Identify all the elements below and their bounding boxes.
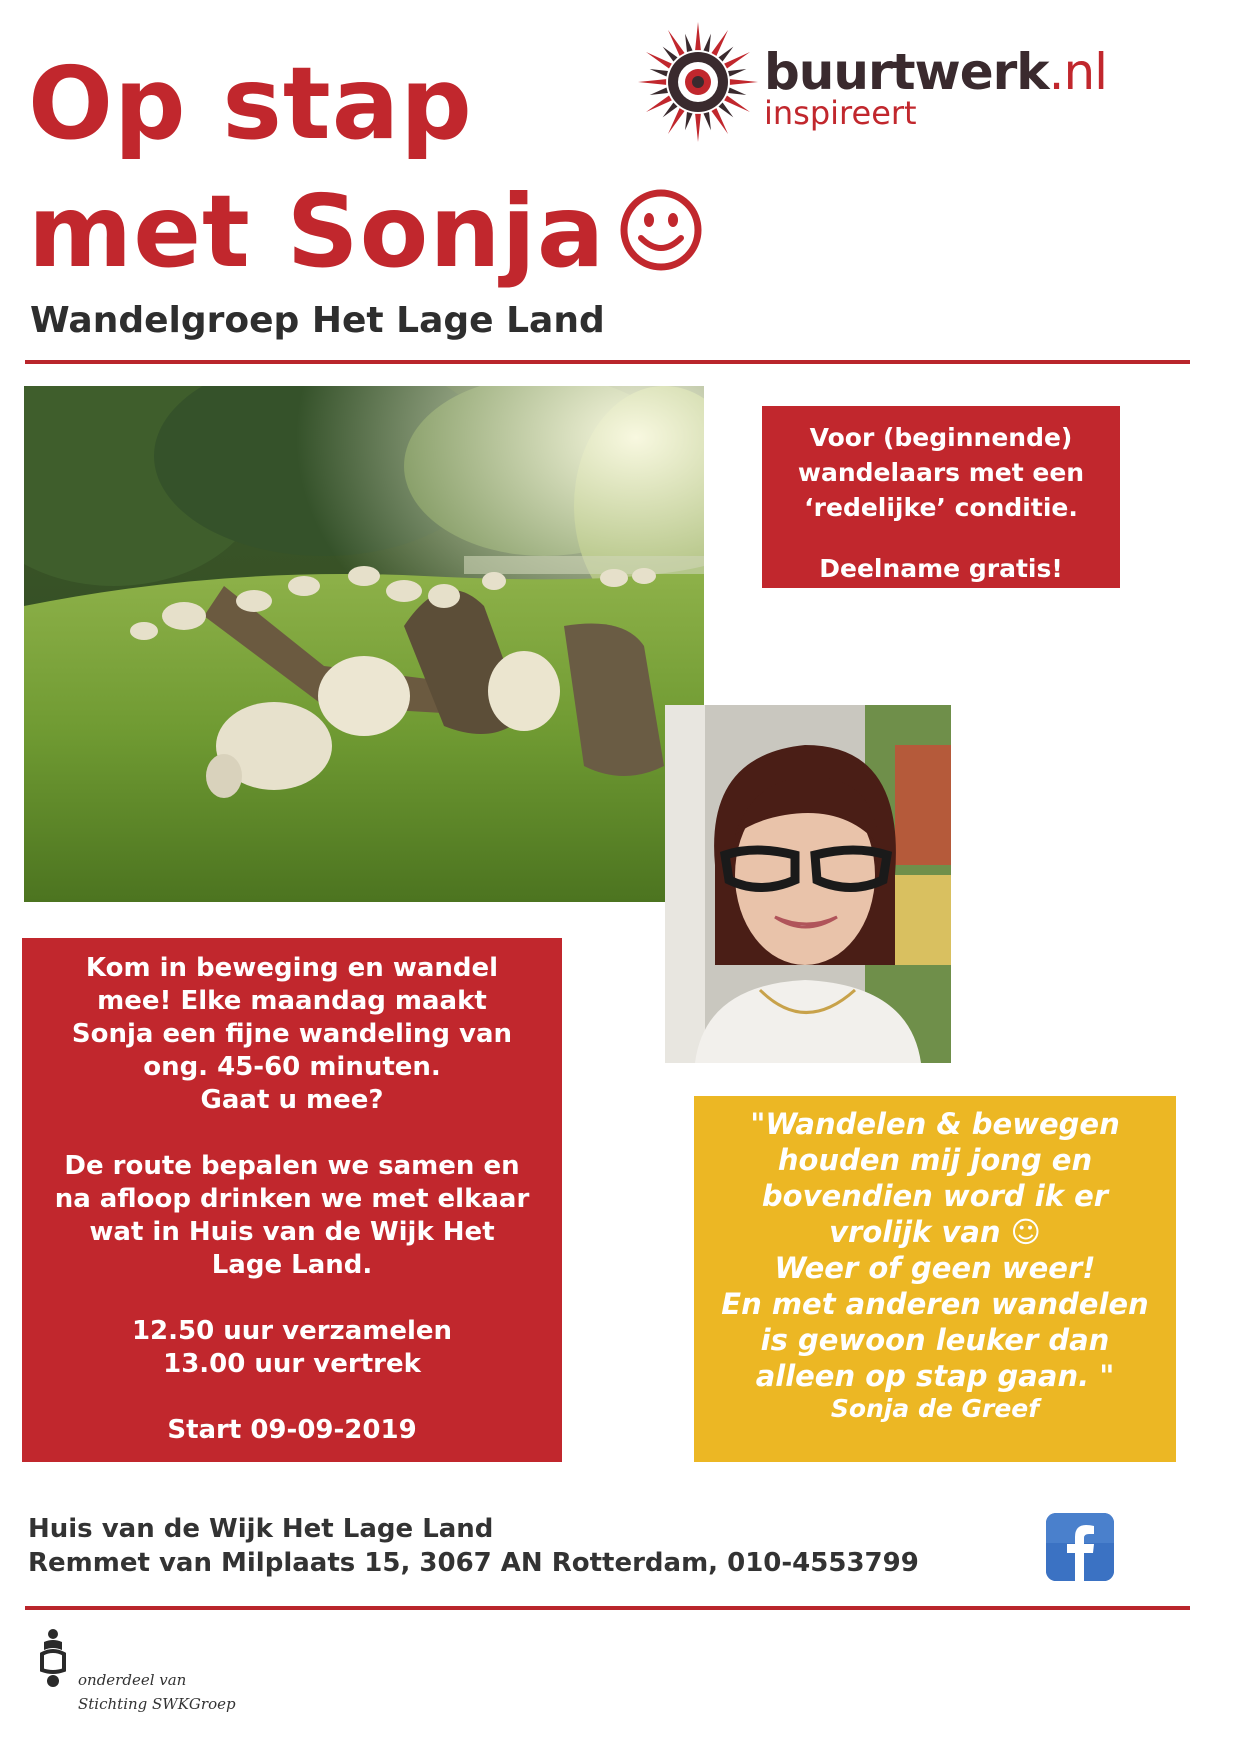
info-line-1: Voor (beginnende) [809,423,1073,452]
address-block [28,1512,919,1580]
quote-box [694,1096,1176,1462]
facebook-icon[interactable] [1046,1513,1114,1581]
info-line-2: wandelaars met een [797,458,1085,487]
logo-sun-ray [668,30,685,56]
logo-tagline: inspireert [764,94,917,132]
title-line-2 [28,168,748,296]
sonja-portrait [665,705,951,1063]
description-box [22,938,562,1462]
logo-sun-ray [638,79,666,85]
description-gap [22,1282,562,1315]
quote-line: is gewoon leuker dan [760,1323,1110,1357]
org-text [78,1668,236,1716]
logo-text [764,44,1107,130]
swkgroep-logo-icon [38,1628,68,1688]
description-line: De route bepalen we samen en [64,1151,520,1181]
info-gap [762,525,1120,551]
schedule-depart: 13.00 uur vertrek [163,1349,421,1379]
logo-sun-ray [650,87,668,94]
quote-line: vrolijk van ☺ [829,1215,1041,1249]
description-line: Sonja een fijne wandeling van [71,1019,513,1049]
description-line: ong. 45-60 minuten. [143,1052,441,1082]
logo-sun-ray [650,69,668,76]
logo-sun-ray [695,114,701,142]
description-line: Kom in beweging en wandel [85,953,499,983]
description-line: wat in Huis van de Wijk Het [89,1217,495,1247]
description-line: Gaat u mee? [200,1085,384,1115]
org-line-1: onderdeel van [78,1671,187,1689]
sheep-photo [24,386,704,902]
logo-sun-ray [724,95,750,112]
org-line-2: Stichting SWKGroep [78,1695,236,1713]
description-gap [22,1117,562,1150]
logo-sun-ray [703,112,710,130]
title-line-2-text: met Sonja [28,173,606,290]
smiley-icon [619,188,703,272]
logo-sun-ray [663,47,678,62]
buurtwerk-logo [636,16,1116,156]
subtitle: Wandelgroep Het Lage Land [30,300,605,341]
logo-sun-ray [724,52,750,69]
logo-sun-ray [668,108,685,134]
top-divider [25,360,1190,364]
logo-sun-ray [711,108,728,134]
start-date: Start 09-09-2019 [167,1415,417,1445]
quote-line: bovendien word ik er [761,1179,1109,1213]
description-paragraph-2 [22,1150,562,1282]
description-line: na afloop drinken we met elkaar [54,1184,530,1214]
quote-line: En met anderen wandelen [721,1287,1149,1321]
logo-brand-tld: .nl [1048,43,1108,101]
logo-brand-name: buurtwerk [764,43,1049,101]
logo-sun-ray [711,30,728,56]
address-line-1: Huis van de Wijk Het Lage Land [28,1514,494,1544]
address-line-2: Remmet van Milplaats 15, 3067 AN Rotterdam, 010-4553799 [28,1548,919,1578]
logo-brand [764,44,1107,100]
quote-line: alleen op stap gaan. " [755,1359,1115,1393]
logo-sun-ray [730,79,758,85]
title-line-1: Op stap [28,45,473,162]
schedule-gather: 12.50 uur verzamelen [131,1316,453,1346]
logo-sun-ray [685,34,692,52]
quote-line: "Wandelen & bewegen [750,1107,1120,1141]
description-paragraph-1 [22,952,562,1117]
logo-sun-ray [685,112,692,130]
logo-sun-ray [719,47,734,62]
buurtwerk-sun-logo [636,20,760,144]
logo-sun-ray [719,103,734,118]
logo-sun-ray [695,22,701,50]
info-box [762,406,1120,588]
logo-sun-ray [728,69,746,76]
logo-sun-ray [646,52,672,69]
description-line: Lage Land. [211,1250,373,1280]
description-line: mee! Elke maandag maakt [97,986,487,1016]
schedule [22,1315,562,1381]
logo-sun-ray [703,34,710,52]
quote-author: Sonja de Greef [830,1394,1040,1423]
bottom-divider [25,1606,1190,1610]
description-gap [22,1381,562,1414]
logo-sun-ray [728,87,746,94]
info-line-3: ‘redelijke’ conditie. [804,493,1078,522]
info-line-4: Deelname gratis! [819,554,1063,583]
quote-line: Weer of geen weer! [774,1251,1096,1285]
logo-sun-ray [663,103,678,118]
logo-sun-ray [646,95,672,112]
quote-line: houden mij jong en [777,1143,1093,1177]
